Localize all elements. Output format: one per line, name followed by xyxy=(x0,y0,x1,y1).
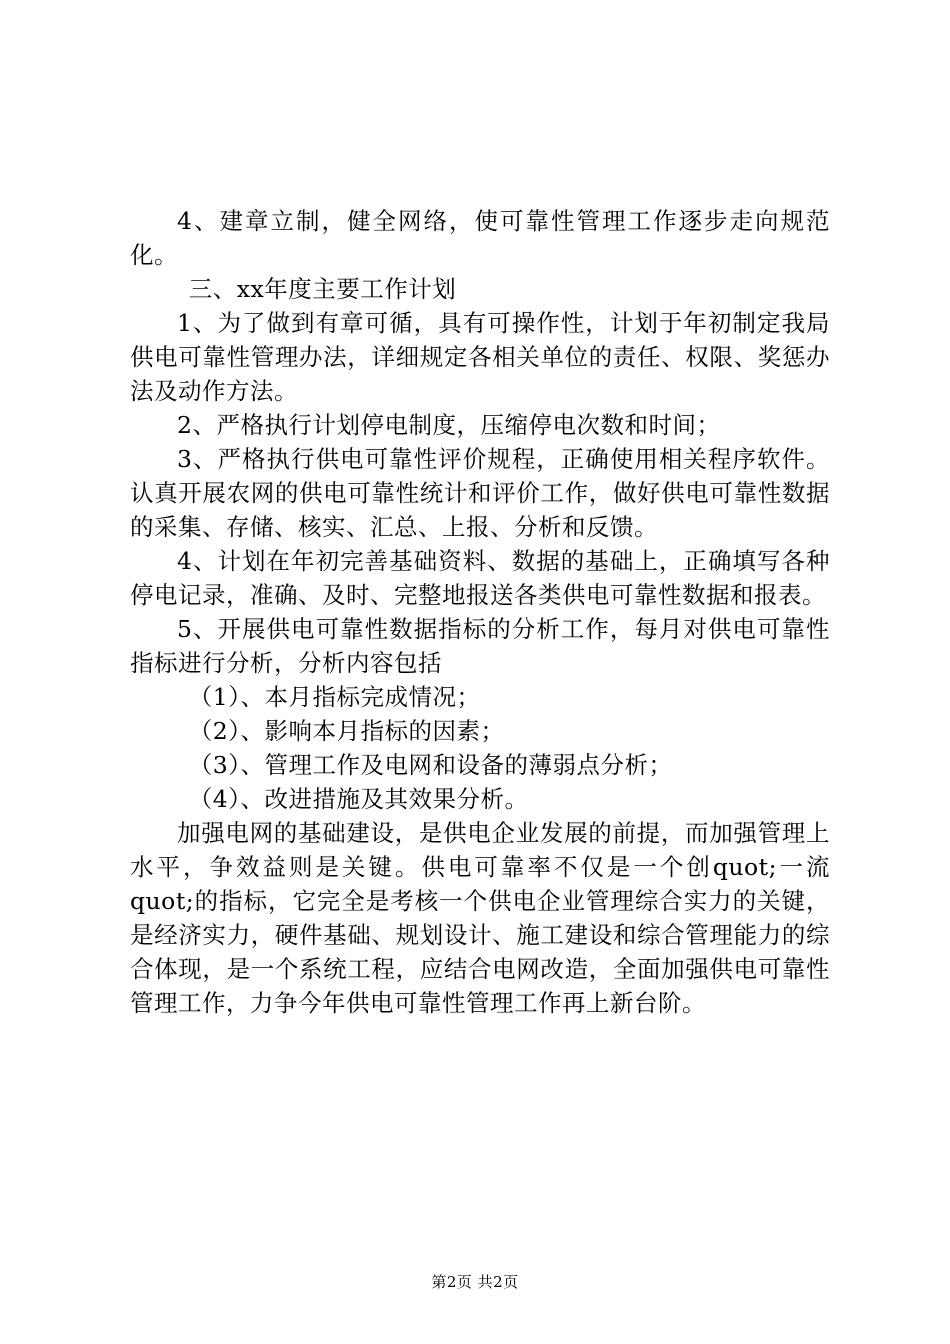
analysis-subitem-1: （1）、本月指标完成情况； xyxy=(188,683,481,711)
plan-item-2: 2、严格执行计划停电制度，压缩停电次数和时间； xyxy=(177,411,721,439)
analysis-subitem-3: （3）、管理工作及电网和设备的薄弱点分析； xyxy=(188,751,673,779)
analysis-subitem-2: （2）、影响本月指标的因素； xyxy=(188,717,505,745)
plan-item-3: 3、严格执行供电可靠性评价规程，正确使用相关程序软件。认真开展农网的供电可靠性统计和评价工作，做好供电可靠性数据的采集、存储、核实、汇总、上报、分析和反馈。 xyxy=(130,445,830,541)
closing-paragraph: 加强电网的基础建设，是供电企业发展的前提，而加强管理上水平，争效益则是关键。供电可靠率不仅是一个创quot;一流quot;的指标，它完全是考核一个供电企业管理综合实力的关键，是经济实力，硬件基础、规划设计、施工建设和综合管理能力的综合体现，是一个系统工程，应结合电网改造，全面加强供电可靠性管理工作，力争今年供电可靠性管理工作再上新台阶。 xyxy=(130,819,830,1017)
analysis-subitem-4: （4）、改进措施及其效果分析。 xyxy=(188,785,529,813)
plan-item-1: 1、为了做到有章可循，具有可操作性，计划于年初制定我局供电可靠性管理办法，详细规定各相关单位的责任、权限、奖惩办法及动作方法。 xyxy=(130,309,830,405)
paragraph-item-4-regulation: 4、建章立制，健全网络，使可靠性管理工作逐步走向规范化。 xyxy=(130,207,830,269)
plan-item-5: 5、开展供电可靠性数据指标的分析工作，每月对供电可靠性指标进行分析，分析内容包括 xyxy=(130,615,830,677)
page-footer: 第2页 共2页 xyxy=(431,1273,519,1291)
section-heading-work-plan: 三、xx年度主要工作计划 xyxy=(188,275,457,303)
plan-item-4: 4、计划在年初完善基础资料、数据的基础上，正确填写各种停电记录，准确、及时、完整地报送各类供电可靠性数据和报表。 xyxy=(130,547,830,609)
document-body xyxy=(130,204,830,1020)
